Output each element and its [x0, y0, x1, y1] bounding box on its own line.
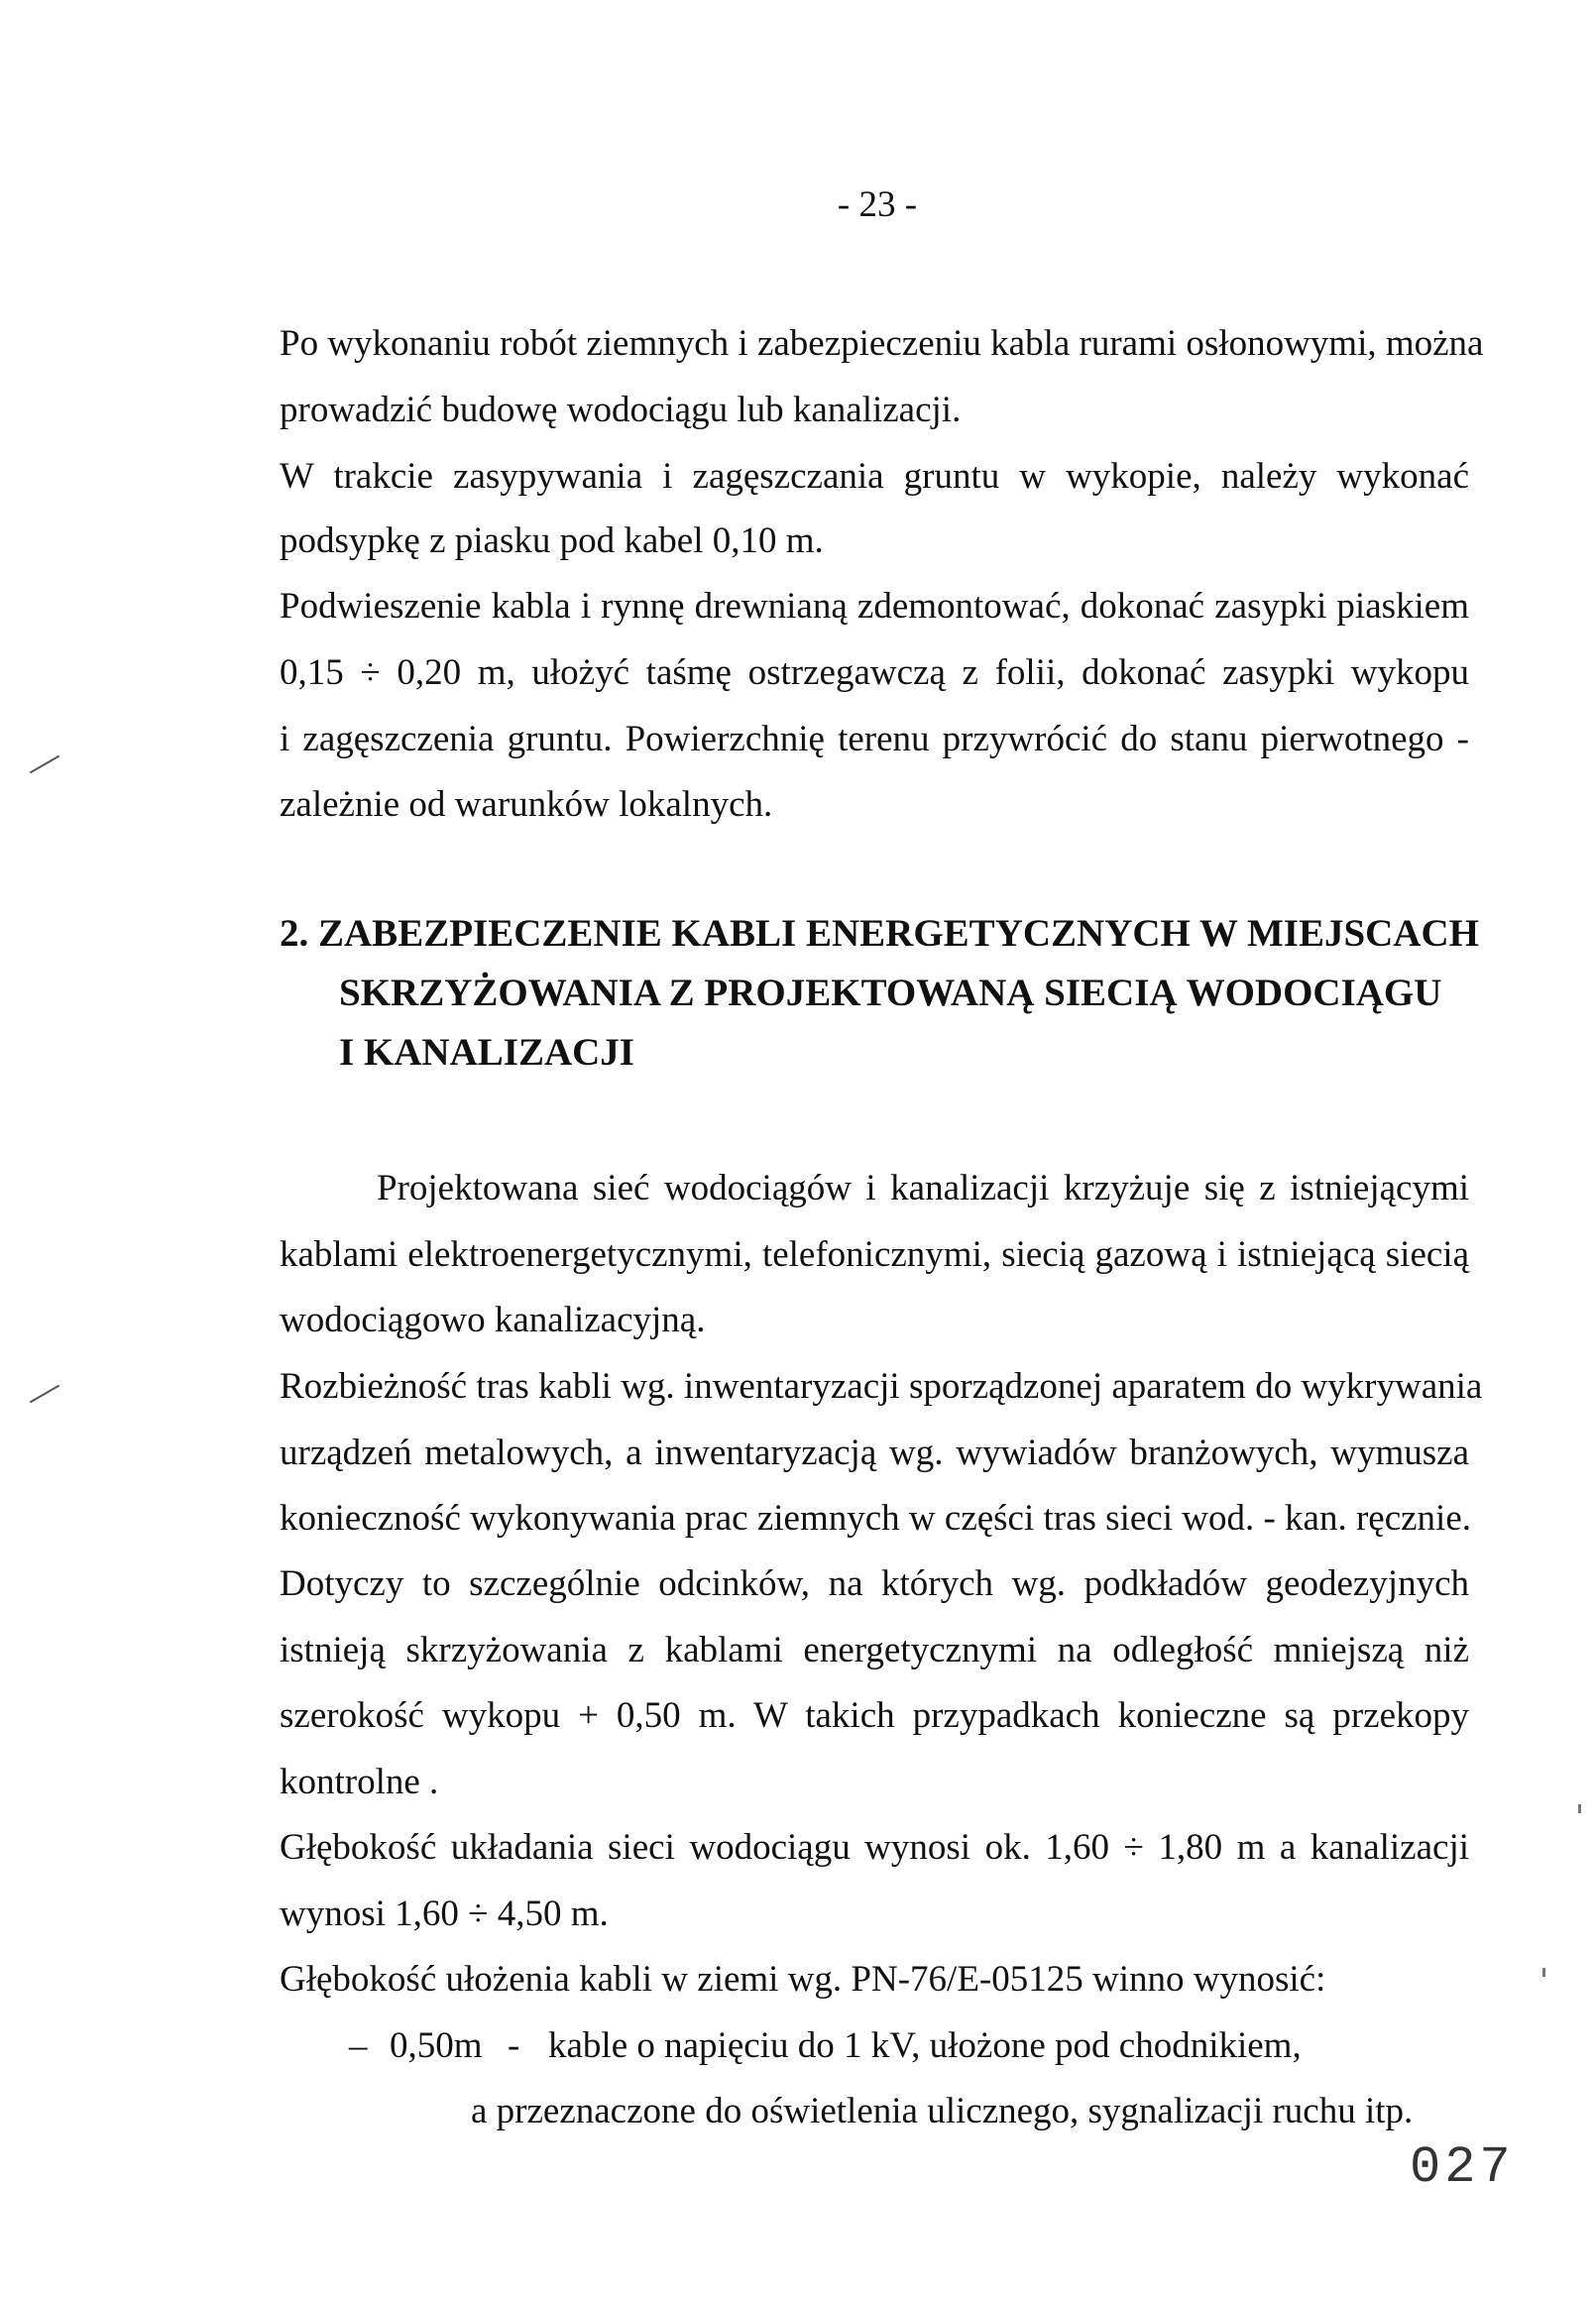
paragraph-line: wodociągowo kanalizacyjną.: [280, 1300, 706, 1340]
list-item-text: kable o napięciu do 1 kV, ułożone pod chodnikiem,: [548, 2025, 1302, 2066]
paragraph-line: Głębokość ułożenia kabli w ziemi wg. PN-76/E-05125 winno wynosić:: [280, 1959, 1326, 2000]
paragraph-line: podsypkę z piasku pod kabel 0,10 m.: [280, 520, 824, 561]
paragraph-line: Głębokość układania sieci wodociągu wynosi ok. 1,60 ÷ 1,80 m a kanalizacji: [280, 1827, 1469, 1868]
paragraph-line: kablami elektroenergetycznymi, telefonicznymi, siecią gazową i istniejącą siecią: [280, 1234, 1469, 1275]
section-heading: SKRZYŻOWANIA Z PROJEKTOWANĄ SIECIĄ WODOCIĄGU: [339, 972, 1442, 1014]
paragraph-line: i zagęszczenia gruntu. Powierzchnię terenu przywrócić do stanu pierwotnego -: [280, 719, 1469, 759]
list-dash: –: [349, 2025, 368, 2066]
paragraph-line: W trakcie zasypywania i zagęszczania gruntu w wykopie, należy wykonać: [280, 456, 1469, 497]
paragraph-line: urządzeń metalowych, a inwentaryzacją wg. wywiadów branżowych, wymusza: [280, 1433, 1469, 1473]
page-number: - 23 -: [837, 184, 918, 225]
paragraph-line: szerokość wykopu + 0,50 m. W takich przypadkach konieczne są przekopy: [280, 1695, 1469, 1736]
section-heading: I KANALIZACJI: [339, 1031, 634, 1074]
scan-mark: [30, 1385, 59, 1404]
paragraph-line: konieczność wykonywania prac ziemnych w części tras sieci wod. - kan. ręcznie.: [280, 1498, 1471, 1539]
page-stamp: 027: [1410, 2138, 1515, 2197]
list-separator: -: [508, 2025, 520, 2066]
section-heading: 2. ZABEZPIECZENIE KABLI ENERGETYCZNYCH W MIEJSCACH: [280, 912, 1479, 955]
paragraph-line: 0,15 ÷ 0,20 m, ułożyć taśmę ostrzegawczą z folii, dokonać zasypki wykopu: [280, 652, 1469, 693]
list-item-continuation: a przeznaczone do oświetlenia ulicznego, sygnalizacji ruchu itp.: [471, 2091, 1414, 2131]
paragraph-line: Po wykonaniu robót ziemnych i zabezpieczeniu kabla rurami osłonowymi, można: [280, 323, 1484, 364]
paragraph-line: kontrolne .: [280, 1762, 439, 1802]
scan-mark: [1542, 1968, 1545, 1977]
paragraph-line: Rozbieżność tras kabli wg. inwentaryzacji sporządzonej aparatem do wykrywania: [280, 1366, 1483, 1407]
list-depth: 0,50m: [390, 2025, 483, 2066]
paragraph-line: istnieją skrzyżowania z kablami energetycznymi na odległość mniejszą niż: [280, 1630, 1469, 1670]
paragraph-line: Projektowana sieć wodociągów i kanalizacji krzyżuje się z istniejącymi: [377, 1168, 1469, 1208]
paragraph-line: wynosi 1,60 ÷ 4,50 m.: [280, 1894, 609, 1934]
scan-mark: [30, 755, 59, 774]
paragraph-line: Dotyczy to szczególnie odcinków, na których wg. podkładów geodezyjnych: [280, 1563, 1469, 1604]
paragraph-line: Podwieszenie kabla i rynnę drewnianą zdemontować, dokonać zasypki piaskiem: [280, 586, 1469, 627]
paragraph-line: prowadzić budowę wodociągu lub kanalizacji.: [280, 390, 962, 430]
scan-mark: [1578, 1804, 1581, 1813]
paragraph-line: zależnie od warunków lokalnych.: [280, 784, 773, 825]
